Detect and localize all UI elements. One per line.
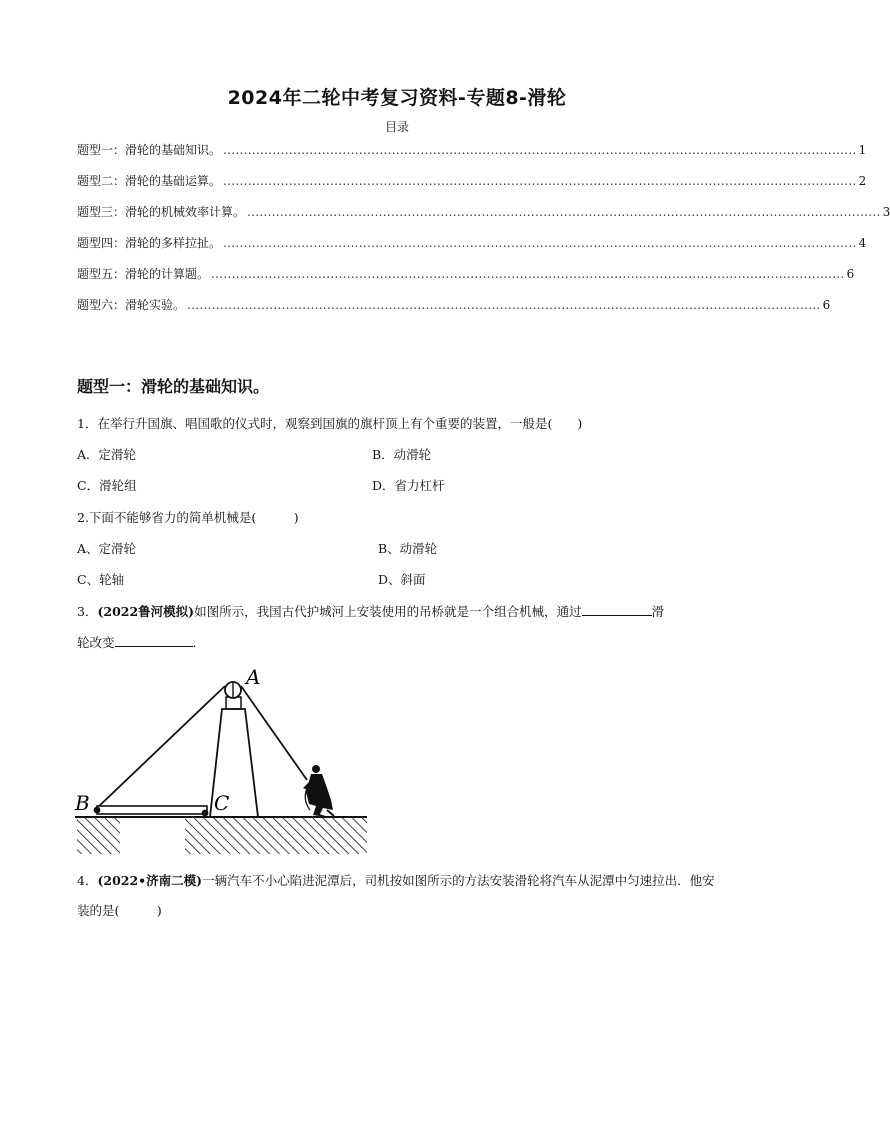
q3-text-after-blank: 滑 — [651, 604, 665, 619]
rope-to-person — [241, 686, 307, 780]
q3-line2-end: . — [192, 635, 197, 650]
q4-source: (2022•济南二模) — [97, 873, 203, 888]
document-title: 2024年二轮中考复习资料-专题8-滑轮 — [227, 87, 567, 109]
q2-option-a[interactable]: A、定滑轮 — [77, 541, 137, 556]
question-3-line-1 — [77, 602, 664, 620]
toc-entry[interactable] — [77, 234, 867, 265]
label-a: A — [246, 665, 261, 689]
q3-line2-text: 轮改变 — [77, 635, 115, 650]
toc-entry-label: 题型二：滑轮的基础运算。 — [77, 174, 222, 188]
question-2-stem: 2.下面不能够省力的简单机械是( ) — [77, 510, 299, 525]
toc-entry-label: 题型三：滑轮的机械效率计算。 — [77, 205, 246, 219]
label-b: B — [75, 791, 90, 815]
point-c-hinge — [202, 810, 209, 817]
q1-option-a[interactable]: A．定滑轮 — [77, 447, 137, 462]
section-heading: 题型一：滑轮的基础知识。 — [77, 377, 270, 396]
toc-entry[interactable] — [77, 265, 855, 296]
point-b-hinge — [94, 807, 101, 814]
question-3-line-2 — [77, 633, 197, 651]
toc-entry-label: 题型五：滑轮的计算题。 — [77, 267, 210, 281]
q1-option-c[interactable]: C．滑轮组 — [77, 478, 137, 493]
toc-entry-label: 题型六：滑轮实验。 — [77, 298, 186, 312]
toc-entry[interactable] — [77, 141, 867, 172]
q3-text-before-blank: 如图所示，我国古代护城河上安装使用的吊桥就是一个组合机械，通过 — [194, 604, 582, 619]
rope-to-bridge — [97, 686, 225, 808]
drawbridge-pulley-figure — [75, 660, 375, 860]
question-4 — [77, 866, 720, 926]
toc-entry[interactable] — [77, 203, 890, 234]
toc-entry-page: 6 — [846, 267, 855, 281]
toc-leader-dots: .......................................................................................................................................................... — [223, 236, 857, 250]
toc-entry-page: 2 — [858, 174, 867, 188]
table-of-contents — [77, 141, 890, 327]
bridge-plank — [97, 806, 207, 814]
toc-entry[interactable] — [77, 296, 831, 327]
right-bank-hatching — [185, 818, 367, 854]
toc-entry-page: 6 — [822, 298, 831, 312]
toc-leader-dots: .......................................................................................................................................................... — [211, 267, 845, 281]
toc-heading: 目录 — [384, 120, 409, 134]
toc-leader-dots: .......................................................................................................................................................... — [187, 298, 821, 312]
toc-entry[interactable] — [77, 172, 867, 203]
q1-option-b[interactable]: B．动滑轮 — [372, 447, 432, 462]
q4-text: 一辆汽车不小心陷进泥潭后，司机按如图所示的方法安装滑轮将汽车从泥潭中匀速拉出．他安装的是( ) — [77, 873, 715, 918]
toc-entry-label: 题型四：滑轮的多样拉扯。 — [77, 236, 222, 250]
toc-entry-page: 1 — [858, 143, 867, 157]
toc-leader-dots: .......................................................................................................................................................... — [223, 143, 857, 157]
toc-entry-page: 3 — [882, 205, 890, 219]
toc-leader-dots: .......................................................................................................................................................... — [223, 174, 857, 188]
toc-entry-label: 题型一：滑轮的基础知识。 — [77, 143, 222, 157]
toc-leader-dots: .......................................................................................................................................................... — [247, 205, 881, 219]
label-c: C — [214, 791, 230, 815]
q3-number: 3． — [77, 604, 98, 619]
toc-entry-page: 4 — [858, 236, 867, 250]
q3-answer-blank-1[interactable] — [582, 603, 652, 616]
q2-option-b[interactable]: B、动滑轮 — [378, 541, 438, 556]
q2-option-c[interactable]: C、轮轴 — [77, 572, 125, 587]
q3-answer-blank-2[interactable] — [115, 634, 193, 647]
q2-option-d[interactable]: D、斜面 — [378, 572, 426, 587]
q4-number: 4． — [77, 873, 98, 888]
q1-option-d[interactable]: D．省力杠杆 — [372, 478, 445, 493]
left-bank-hatching — [77, 818, 120, 854]
person-pulling-icon — [303, 765, 334, 817]
question-1-stem: 1．在举行升国旗、唱国歌的仪式时，观察到国旗的旗杆顶上有个重要的装置，一般是( ) — [77, 416, 583, 431]
q3-source: (2022鲁河模拟) — [97, 604, 195, 619]
